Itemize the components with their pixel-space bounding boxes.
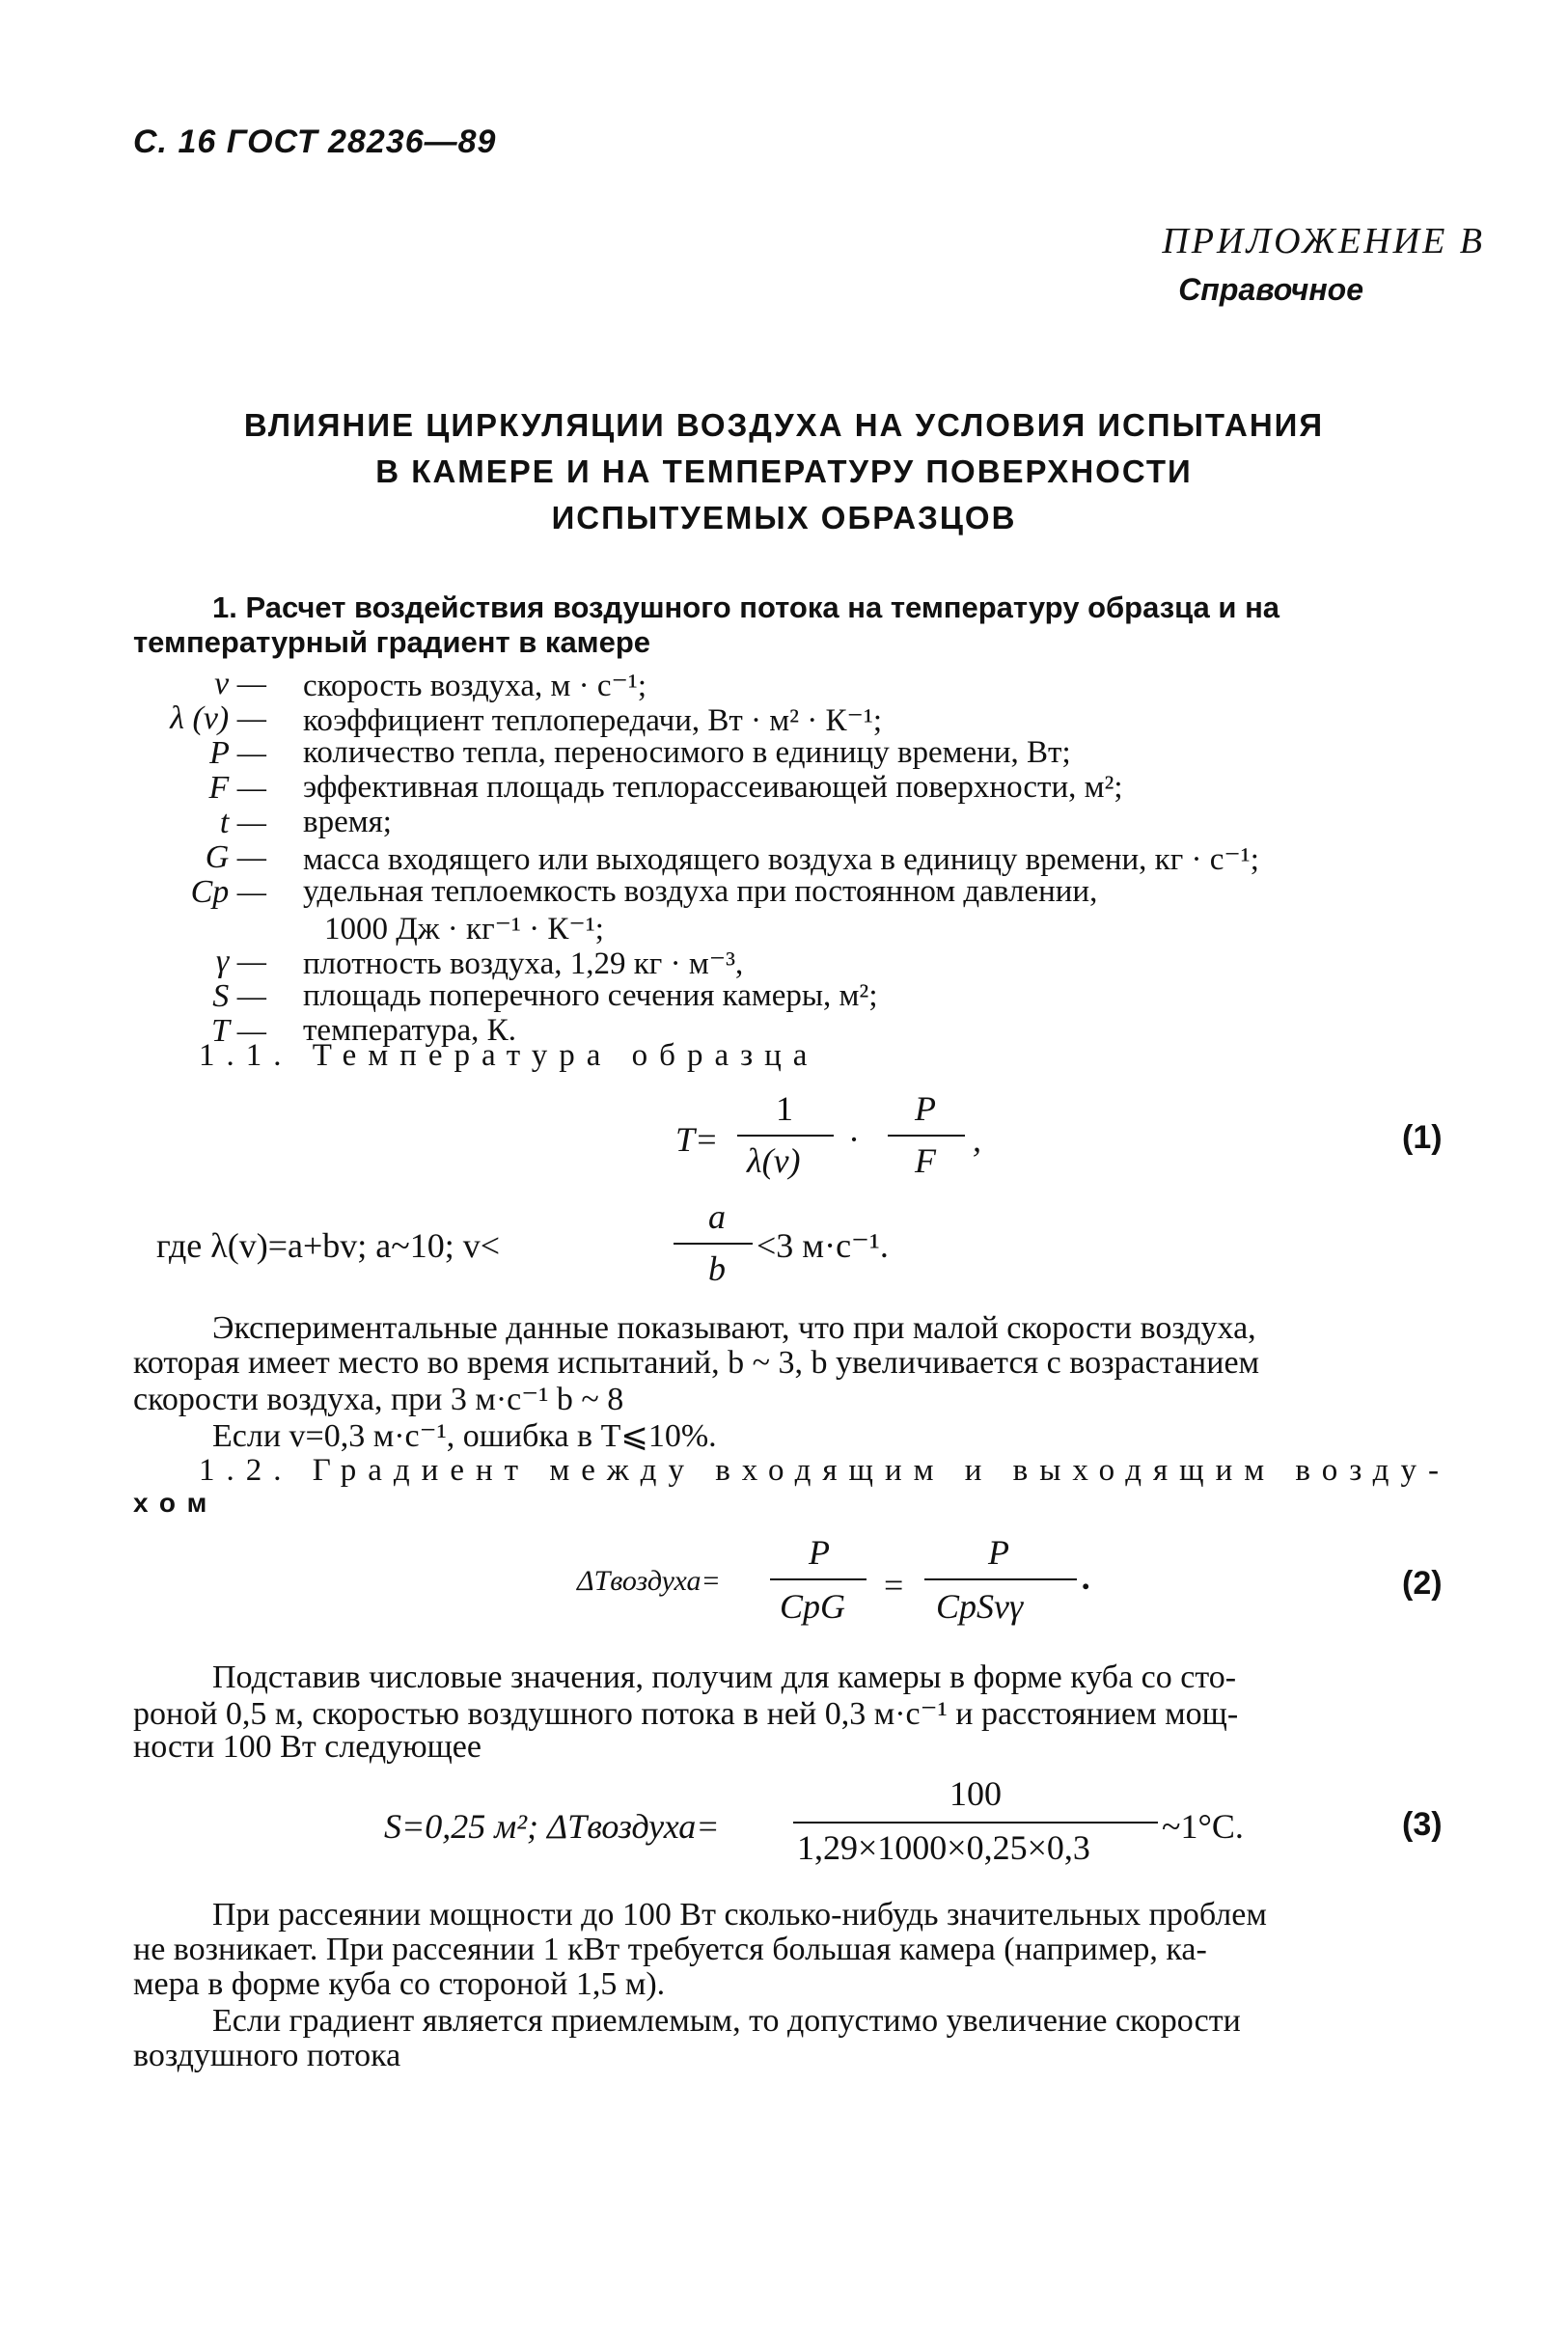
eq1-fraction-line-1 <box>737 1135 834 1137</box>
definition-text: удельная теплоемкость воздуха при постоянном давлении, <box>303 874 1098 909</box>
where-num: a <box>708 1197 726 1236</box>
subsection-1-2-line-1: 1.2. Градиент между входящим и выходящим возду- <box>199 1453 1450 1488</box>
eq1-dot: · <box>849 1120 858 1159</box>
para-2-line-3: ности 100 Вт следующее <box>133 1729 481 1765</box>
para-4-line-2: воздушного потока <box>133 2038 401 2073</box>
eq1-lhs: T= <box>675 1120 719 1159</box>
definition-symbol: λ (v) — <box>170 700 266 736</box>
eq2-equals: = <box>884 1566 904 1604</box>
definition-symbol: G — <box>205 839 266 875</box>
eq2-den1: CpG <box>780 1587 846 1626</box>
eq3-tail: ~1°C. <box>1162 1807 1244 1846</box>
title-line-3: ИСПЫТУЕМЫХ ОБРАЗЦОВ <box>551 500 1017 535</box>
definition-text: время; <box>303 805 392 839</box>
definition-symbol: S — <box>212 978 266 1014</box>
definition-symbol: F — <box>208 770 266 806</box>
eq1-num2: P <box>915 1089 936 1128</box>
definition-symbol: γ — <box>215 944 266 979</box>
eq1-den2: F <box>915 1141 936 1180</box>
eq3-den: 1,29×1000×0,25×0,3 <box>797 1828 1090 1867</box>
appendix-label: ПРИЛОЖЕНИЕ В <box>1162 221 1485 261</box>
where-den: b <box>708 1249 726 1288</box>
definition-text: 1000 Дж · кг⁻¹ · К⁻¹; <box>324 912 604 946</box>
para-2-line-2: роной 0,5 м, скоростью воздушного потока в ней 0,3 м·с⁻¹ и расстоянием мощ- <box>133 1696 1239 1732</box>
eq2-num2: P <box>988 1533 1009 1572</box>
eq3-fraction-line <box>793 1822 1158 1824</box>
eq2-den2: CpSvγ <box>936 1587 1024 1626</box>
definition-symbol: P — <box>209 735 266 771</box>
para-1-line-3: скорости воздуха, при 3 м·с⁻¹ b ~ 8 <box>133 1382 624 1417</box>
definition-text: температура, К. <box>303 1013 516 1048</box>
eq1-num1: 1 <box>776 1089 793 1128</box>
eq1-fraction-line-2 <box>888 1135 965 1137</box>
eq2-num1: P <box>809 1533 830 1572</box>
definition-text: скорость воздуха, м · с⁻¹; <box>303 669 646 703</box>
eq3-num: 100 <box>949 1774 1002 1813</box>
eq3-lhs: S=0,25 м²; ΔTвоздуха= <box>384 1807 720 1846</box>
eq2-tail: . <box>1083 1558 1091 1597</box>
section-1-heading-line-2: температурный градиент в камере <box>133 625 651 659</box>
definition-text: плотность воздуха, 1,29 кг · м⁻³, <box>303 946 744 981</box>
para-3-line-3: мера в форме куба со стороной 1,5 м). <box>133 1966 666 2002</box>
eq2-fraction-line-1 <box>770 1578 867 1580</box>
definition-text: эффективная площадь теплорассеивающей поверхности, м²; <box>303 770 1123 805</box>
title-line-1: ВЛИЯНИЕ ЦИРКУЛЯЦИИ ВОЗДУХА НА УСЛОВИЯ ИСПЫТАНИЯ <box>243 407 1325 443</box>
eq2-lhs: ΔTвоздуха= <box>577 1565 721 1597</box>
eq3-number: (3) <box>1402 1806 1443 1843</box>
para-3-line-1: При рассеянии мощности до 100 Вт сколько-нибудь значительных проблем <box>212 1897 1267 1933</box>
para-1-line-2: которая имеет место во время испытаний, b ~ 3, b увеличивается с возрастанием <box>133 1345 1260 1381</box>
definition-symbol: t — <box>219 805 266 840</box>
appendix-type: Справочное <box>1178 272 1363 307</box>
eq2-number: (2) <box>1402 1565 1443 1602</box>
para-1-line-1: Экспериментальные данные показывают, что при малой скорости воздуха, <box>212 1310 1256 1346</box>
para-2-line-1: Подставив числовые значения, получим для камеры в форме куба со сто- <box>212 1659 1237 1695</box>
section-1-heading-line-1: 1. Расчет воздействия воздушного потока на температуру образца и на <box>212 590 1280 624</box>
eq1-den1: λ(v) <box>747 1141 801 1180</box>
eq2-fraction-line-2 <box>924 1578 1077 1580</box>
page-header: С. 16 ГОСТ 28236—89 <box>133 123 497 160</box>
definition-symbol: T — <box>210 1013 266 1049</box>
eq1-number: (1) <box>1402 1119 1443 1156</box>
definition-text: площадь поперечного сечения камеры, м²; <box>303 978 878 1013</box>
definition-text: коэффициент теплопередачи, Вт · м² · К⁻¹; <box>303 703 883 738</box>
definition-symbol: v — <box>214 666 266 701</box>
eq1-tail: , <box>973 1120 981 1159</box>
where-postfix: <3 м·с⁻¹. <box>756 1226 889 1265</box>
where-fraction-line <box>674 1243 753 1245</box>
definition-text: количество тепла, переносимого в единицу времени, Вт; <box>303 735 1071 770</box>
where-prefix: где λ(v)=a+bv; a~10; v< <box>156 1226 501 1265</box>
para-3-line-2: не возникает. При рассеянии 1 кВт требуется большая камера (например, ка- <box>133 1932 1207 1967</box>
subsection-1-1: 1.1. Температура образца <box>199 1038 819 1073</box>
para-4-line-1: Если градиент является приемлемым, то допустимо увеличение скорости <box>212 2003 1241 2039</box>
subsection-1-2-line-2: хом <box>133 1488 219 1518</box>
definition-symbol: Cp — <box>190 874 266 910</box>
definition-text: масса входящего или выходящего воздуха в единицу времени, кг · с⁻¹; <box>303 842 1259 877</box>
para-1b: Если v=0,3 м·с⁻¹, ошибка в T⩽10%. <box>212 1418 717 1454</box>
title-line-2: В КАМЕРЕ И НА ТЕМПЕРАТУРУ ПОВЕРХНОСТИ <box>375 453 1193 489</box>
